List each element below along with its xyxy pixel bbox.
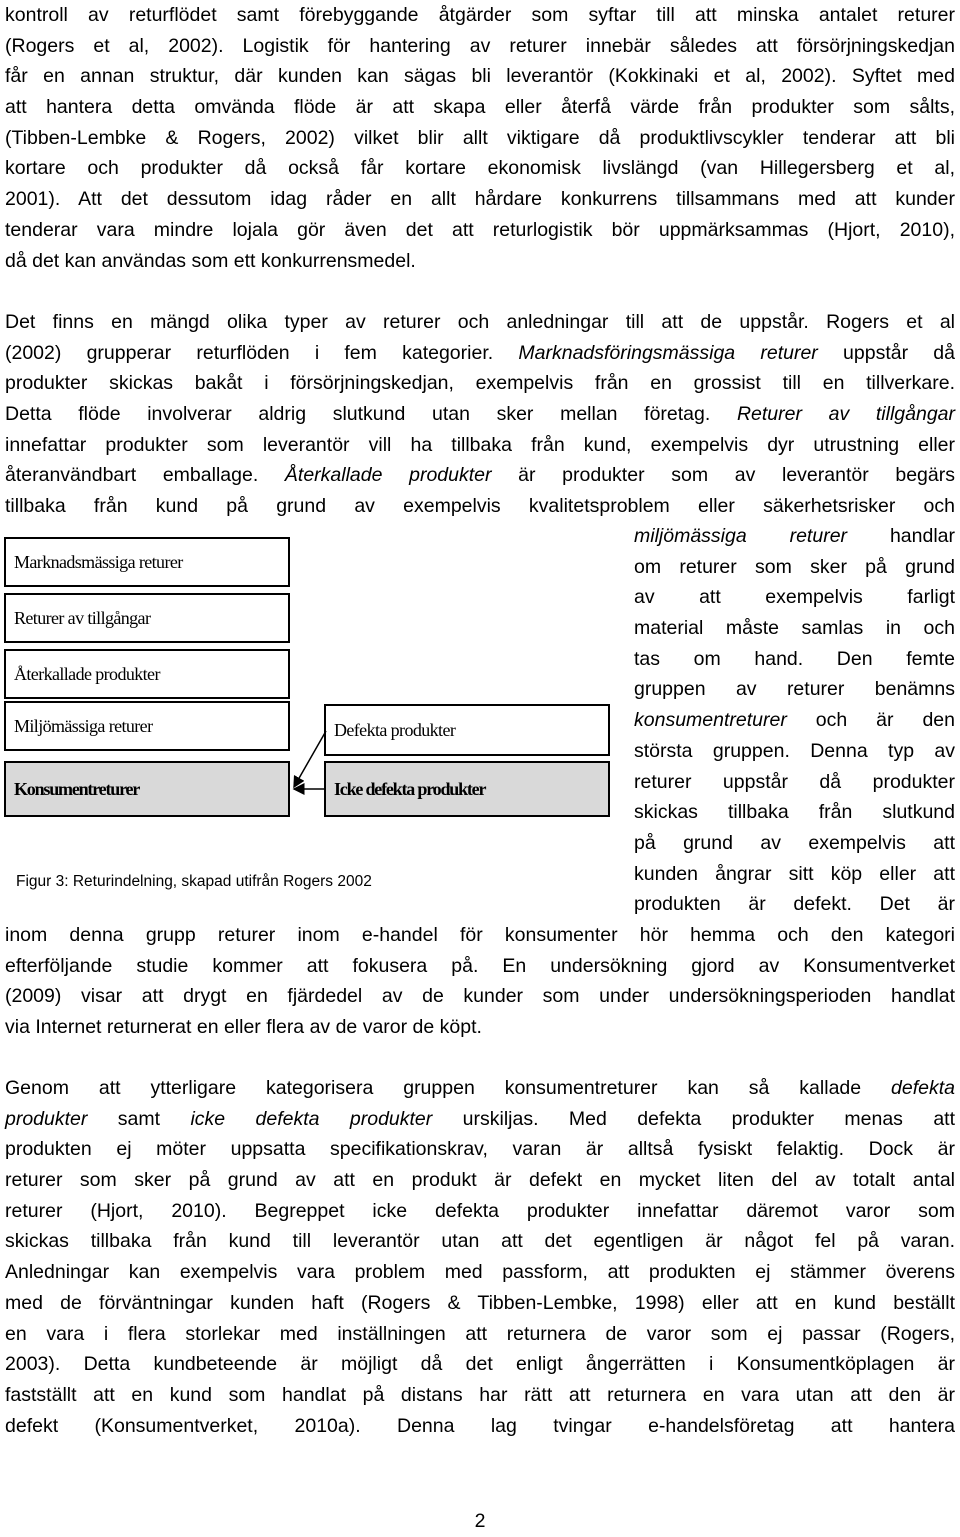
- text-line: kontroll av returflödet samt förebyggande åtgärder som syftar till att minska antalet returer: [5, 4, 955, 26]
- text-line: då det kan användas som ett konkurrensmedel.: [5, 249, 416, 272]
- text-line: [634, 705, 955, 736]
- text-run: uppstår då: [817, 341, 955, 364]
- term-icke-defekta-produkter: icke defekta produkter: [190, 1107, 433, 1130]
- text-run: urskiljas. Med defekta produkter menas att: [432, 1107, 956, 1130]
- term-miljomassiga-returer: miljömässiga returer: [634, 525, 848, 547]
- term-returer-av-tillgangar: Returer av tillgångar: [736, 403, 955, 426]
- text-line: får en annan struktur, där kunden kan sägas bli leverantör (Kokkinaki et al, 2002). Syftet med: [5, 65, 955, 88]
- term-konsumentreturer: konsumentreturer: [634, 709, 787, 732]
- text-line: via Internet returnerat en eller flera av de varor de köpt.: [5, 1016, 482, 1039]
- text-line: gruppen av returer benämns: [634, 678, 955, 701]
- figure-arrows: [4, 537, 610, 837]
- paragraph-3: [5, 1073, 955, 1441]
- text-line: på grund av exempelvis att: [634, 831, 955, 854]
- box-marknadsmassiga-returer: Marknadsmässiga returer: [4, 537, 290, 587]
- text-line: [5, 399, 955, 430]
- box-konsumentreturer: Konsumentreturer: [4, 761, 290, 817]
- text-line: (Tibben-Lembke & Rogers, 2002) vilket blir allt viktigare då produktlivscykler tenderar att bli: [5, 126, 955, 149]
- text-line: (2009) visar att drygt en fjärdedel av de kunder som under undersökningsperioden handlat: [5, 985, 955, 1008]
- text-line: kortare och produkter då också får kortare ekonomisk livslängd (van Hillegersberg et al,: [5, 157, 955, 180]
- text-line: produkter skickas bakåt i försörjningskedjan, exempelvis från en grossist till en tillverkare.: [5, 372, 955, 395]
- page-number: 2: [474, 1510, 486, 1532]
- text-line: efterföljande studie kommer att fokusera på. En undersökning gjord av Konsumentverket: [5, 954, 955, 977]
- text-run: återanvändbart emballage.: [5, 464, 285, 487]
- paragraph-2-continuation: [5, 920, 955, 1043]
- text-run: Genom att ytterligare kategorisera gruppen konsumentreturer kan så kallade: [5, 1077, 892, 1099]
- text-line: [5, 1104, 955, 1135]
- text-line: tas om hand. Den femte: [634, 647, 955, 670]
- text-line: en vara i flera storlekar med inställningen att returnera de varor som ej passar (Rogers,: [5, 1322, 955, 1345]
- text-run: är produkter som av leverantör begärs: [491, 464, 955, 487]
- box-returer-av-tillgangar: Returer av tillgångar: [4, 593, 290, 643]
- text-line: Anledningar kan exempelvis vara problem med passform, att produkten ej stämmer överens: [5, 1261, 955, 1284]
- text-line: 2003). Detta kundbeteende är möjligt då det enligt ångerrätten i Konsumentköplagen är: [5, 1353, 955, 1376]
- text-run: (2002) grupperar returflöden i fem kategorier.: [5, 341, 519, 364]
- text-line: med de förväntningar kunden haft (Rogers & Tibben-Lembke, 1998) eller att en kund beställt: [5, 1291, 955, 1314]
- text-line: skickas tillbaka från kund till leverantör utan att det egentligen är något fel på varan.: [5, 1230, 955, 1253]
- text-line: (Rogers et al, 2002). Logistik för hantering av returer innebär således att försörjningskedjan: [5, 34, 955, 57]
- text-line: Det finns en mängd olika typer av returer och anledningar till att de uppstår. Rogers et al: [5, 311, 955, 333]
- term-marknadsforingsmassiga: Marknadsföringsmässiga returer: [518, 341, 818, 364]
- text-line: tillbaka från kund på grund av exempelvis kvalitetsproblem eller säkerhetsrisker och: [5, 495, 955, 518]
- text-line: [634, 521, 955, 552]
- text-line: material måste samlas in och: [634, 617, 955, 640]
- text-line: fastställt att en kund som handlat på distans har rätt att returnera en vara utan att den är: [5, 1383, 955, 1406]
- text-line: 2001). Att det dessutom idag råder en allt hårdare konkurrens tillsammans med att kunder: [5, 188, 955, 211]
- text-line: produkten ej möter uppsatta specifikationskrav, varan är alltså fysiskt felaktig. Dock är: [5, 1138, 955, 1161]
- box-defekta-produkter: Defekta produkter: [324, 704, 610, 756]
- text-line: produkten är defekt. Det är: [634, 893, 955, 916]
- text-line: [5, 338, 955, 369]
- text-line: största gruppen. Denna typ av: [634, 739, 955, 762]
- term-produkter: produkter: [5, 1107, 88, 1130]
- box-aterkallade-produkter: Återkallade produkter: [4, 649, 290, 699]
- text-run: Detta flöde involverar aldrig slutkund utan sker mellan företag.: [5, 403, 737, 426]
- text-line: skickas tillbaka från slutkund: [634, 801, 955, 824]
- figure-caption: Figur 3: Returindelning, skapad utifrån Rogers 2002: [16, 873, 372, 890]
- figure-return-classification: [4, 537, 610, 897]
- text-run: och är den: [786, 709, 955, 732]
- text-run: samt: [87, 1107, 191, 1130]
- text-line: av att exempelvis farligt: [634, 586, 955, 609]
- box-icke-defekta-produkter: Icke defekta produkter: [324, 761, 610, 817]
- text-run: handlar: [847, 525, 955, 547]
- term-defekta: defekta: [891, 1077, 955, 1099]
- text-line: kunden ångrar sitt köp eller att: [634, 862, 955, 885]
- text-line: inom denna grupp returer inom e-handel för konsumenter hör hemma och den kategori: [5, 924, 955, 946]
- text-line: defekt (Konsumentverket, 2010a). Denna lag tvingar e-handelsföretag att hantera: [5, 1414, 955, 1437]
- term-aterkallade-produkter: Återkallade produkter: [284, 464, 492, 487]
- text-line: innefattar produkter som leverantör vill ha tillbaka från kund, exempelvis dyr utrustning eller: [5, 433, 955, 456]
- text-line: returer som sker på grund av att en produkt är defekt en mycket liten del av totalt antal: [5, 1169, 955, 1192]
- text-line: att hantera detta omvända flöde är att skapa eller återfå värde från produkter som sålts,: [5, 96, 955, 119]
- paragraph-2-side-column: [634, 521, 955, 920]
- text-line: returer (Hjort, 2010). Begreppet icke defekta produkter innefattar däremot varor som: [5, 1199, 955, 1222]
- arrow-defekta-to-konsumentreturer: [294, 731, 326, 787]
- text-line: [5, 460, 955, 491]
- box-miljomassiga-returer: Miljömässiga returer: [4, 701, 290, 751]
- text-line: returer uppstår då produkter: [634, 770, 955, 793]
- text-line: om returer som sker på grund: [634, 555, 955, 578]
- text-line: tenderar vara mindre lojala gör även det att returlogistik bör uppmärksammas (Hjort, 2010),: [5, 218, 955, 241]
- paragraph-1: [5, 0, 955, 276]
- text-line: [5, 1073, 955, 1104]
- paragraph-2: [5, 307, 955, 522]
